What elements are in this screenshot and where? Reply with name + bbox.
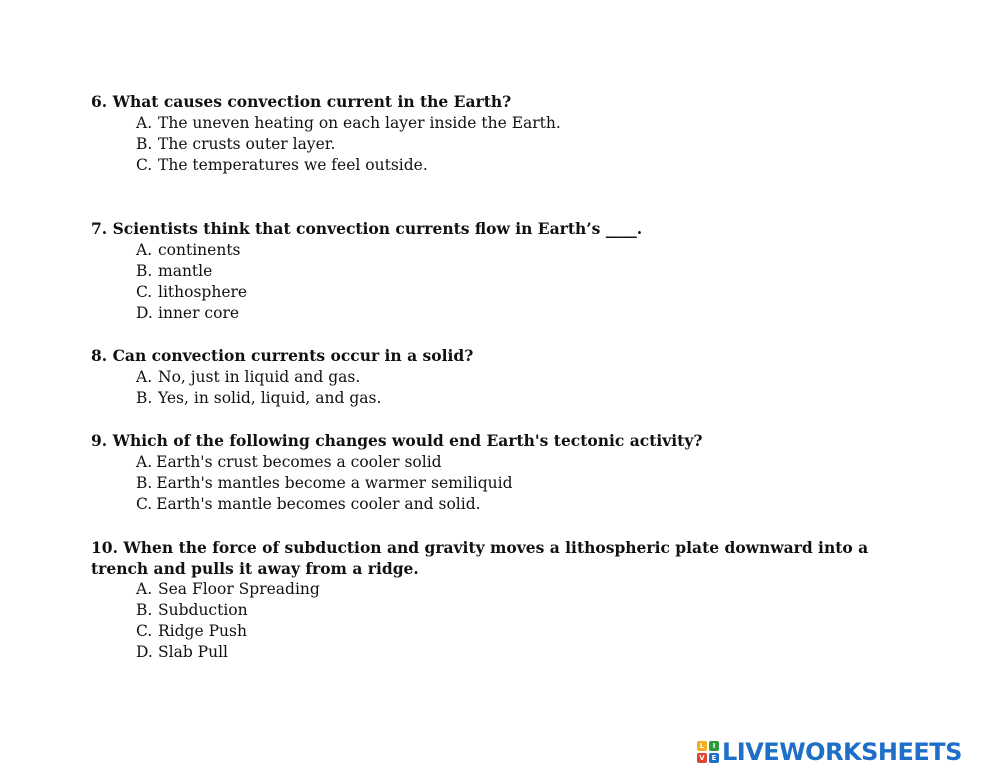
- logo-text: LIVEWORKSHEETS: [722, 738, 962, 766]
- option-text: Slab Pull: [158, 643, 228, 661]
- option-text: The temperatures we feel outside.: [158, 156, 428, 174]
- question-10-option-b[interactable]: [136, 600, 248, 621]
- logo-tile-v: V: [697, 753, 707, 763]
- option-letter: B.: [136, 474, 153, 492]
- option-text: Earth's mantles become a warmer semiliquid: [156, 474, 513, 492]
- question-7-option-a[interactable]: [136, 240, 241, 261]
- question-8-option-a[interactable]: [136, 367, 360, 388]
- option-text: Earth's mantle becomes cooler and solid.: [156, 495, 481, 513]
- question-10-option-d[interactable]: [136, 642, 228, 663]
- question-9-option-a[interactable]: [136, 452, 442, 473]
- question-6: 6. What causes convection current in the Earth?: [91, 92, 512, 111]
- question-7-option-d[interactable]: [136, 303, 239, 324]
- option-text: Yes, in solid, liquid, and gas.: [158, 389, 382, 407]
- question-6-option-a[interactable]: [136, 113, 561, 134]
- option-text: inner core: [158, 304, 240, 322]
- question-6-option-c[interactable]: [136, 155, 428, 176]
- question-7-option-b[interactable]: [136, 261, 212, 282]
- question-10: 10. When the force of subduction and gravity moves a lithospheric plate downward into a trench and pulls it away from a ridge.: [91, 538, 869, 578]
- option-letter: C.: [136, 156, 153, 174]
- question-7: 7. Scientists think that convection currents flow in Earth’s ____.: [91, 219, 643, 238]
- option-letter: C.: [136, 495, 153, 513]
- question-9-option-b[interactable]: [136, 473, 513, 494]
- question-10-option-c[interactable]: [136, 621, 247, 642]
- option-letter: A.: [136, 368, 153, 386]
- logo-icon: [697, 741, 719, 763]
- option-text: The crusts outer layer.: [158, 135, 336, 153]
- option-letter: B.: [136, 389, 153, 407]
- logo-tile-l: L: [697, 741, 707, 751]
- option-letter: C.: [136, 283, 153, 301]
- option-letter: D.: [136, 304, 153, 322]
- question-6-option-b[interactable]: [136, 134, 335, 155]
- liveworksheets-logo: [697, 738, 962, 766]
- question-9-option-c[interactable]: [136, 494, 481, 515]
- logo-tile-e: E: [709, 753, 719, 763]
- option-text: continents: [158, 241, 241, 259]
- option-text: Earth's crust becomes a cooler solid: [156, 453, 442, 471]
- option-text: Subduction: [158, 601, 248, 619]
- option-letter: A.: [136, 241, 153, 259]
- question-9: 9. Which of the following changes would end Earth's tectonic activity?: [91, 431, 703, 450]
- option-letter: C.: [136, 622, 153, 640]
- option-letter: D.: [136, 643, 153, 661]
- question-8: 8. Can convection currents occur in a solid?: [91, 346, 474, 365]
- logo-tile-i: I: [709, 741, 719, 751]
- option-text: mantle: [158, 262, 213, 280]
- question-7-option-c[interactable]: [136, 282, 247, 303]
- option-text: Sea Floor Spreading: [158, 580, 320, 598]
- option-text: No, just in liquid and gas.: [158, 368, 361, 386]
- option-letter: B.: [136, 135, 153, 153]
- option-letter: B.: [136, 601, 153, 619]
- option-text: Ridge Push: [158, 622, 247, 640]
- option-text: lithosphere: [158, 283, 248, 301]
- question-10-option-a[interactable]: [136, 579, 320, 600]
- question-8-option-b[interactable]: [136, 388, 381, 409]
- option-letter: A.: [136, 114, 153, 132]
- option-letter: A.: [136, 453, 153, 471]
- option-text: The uneven heating on each layer inside the Earth.: [158, 114, 561, 132]
- option-letter: B.: [136, 262, 153, 280]
- option-letter: A.: [136, 580, 153, 598]
